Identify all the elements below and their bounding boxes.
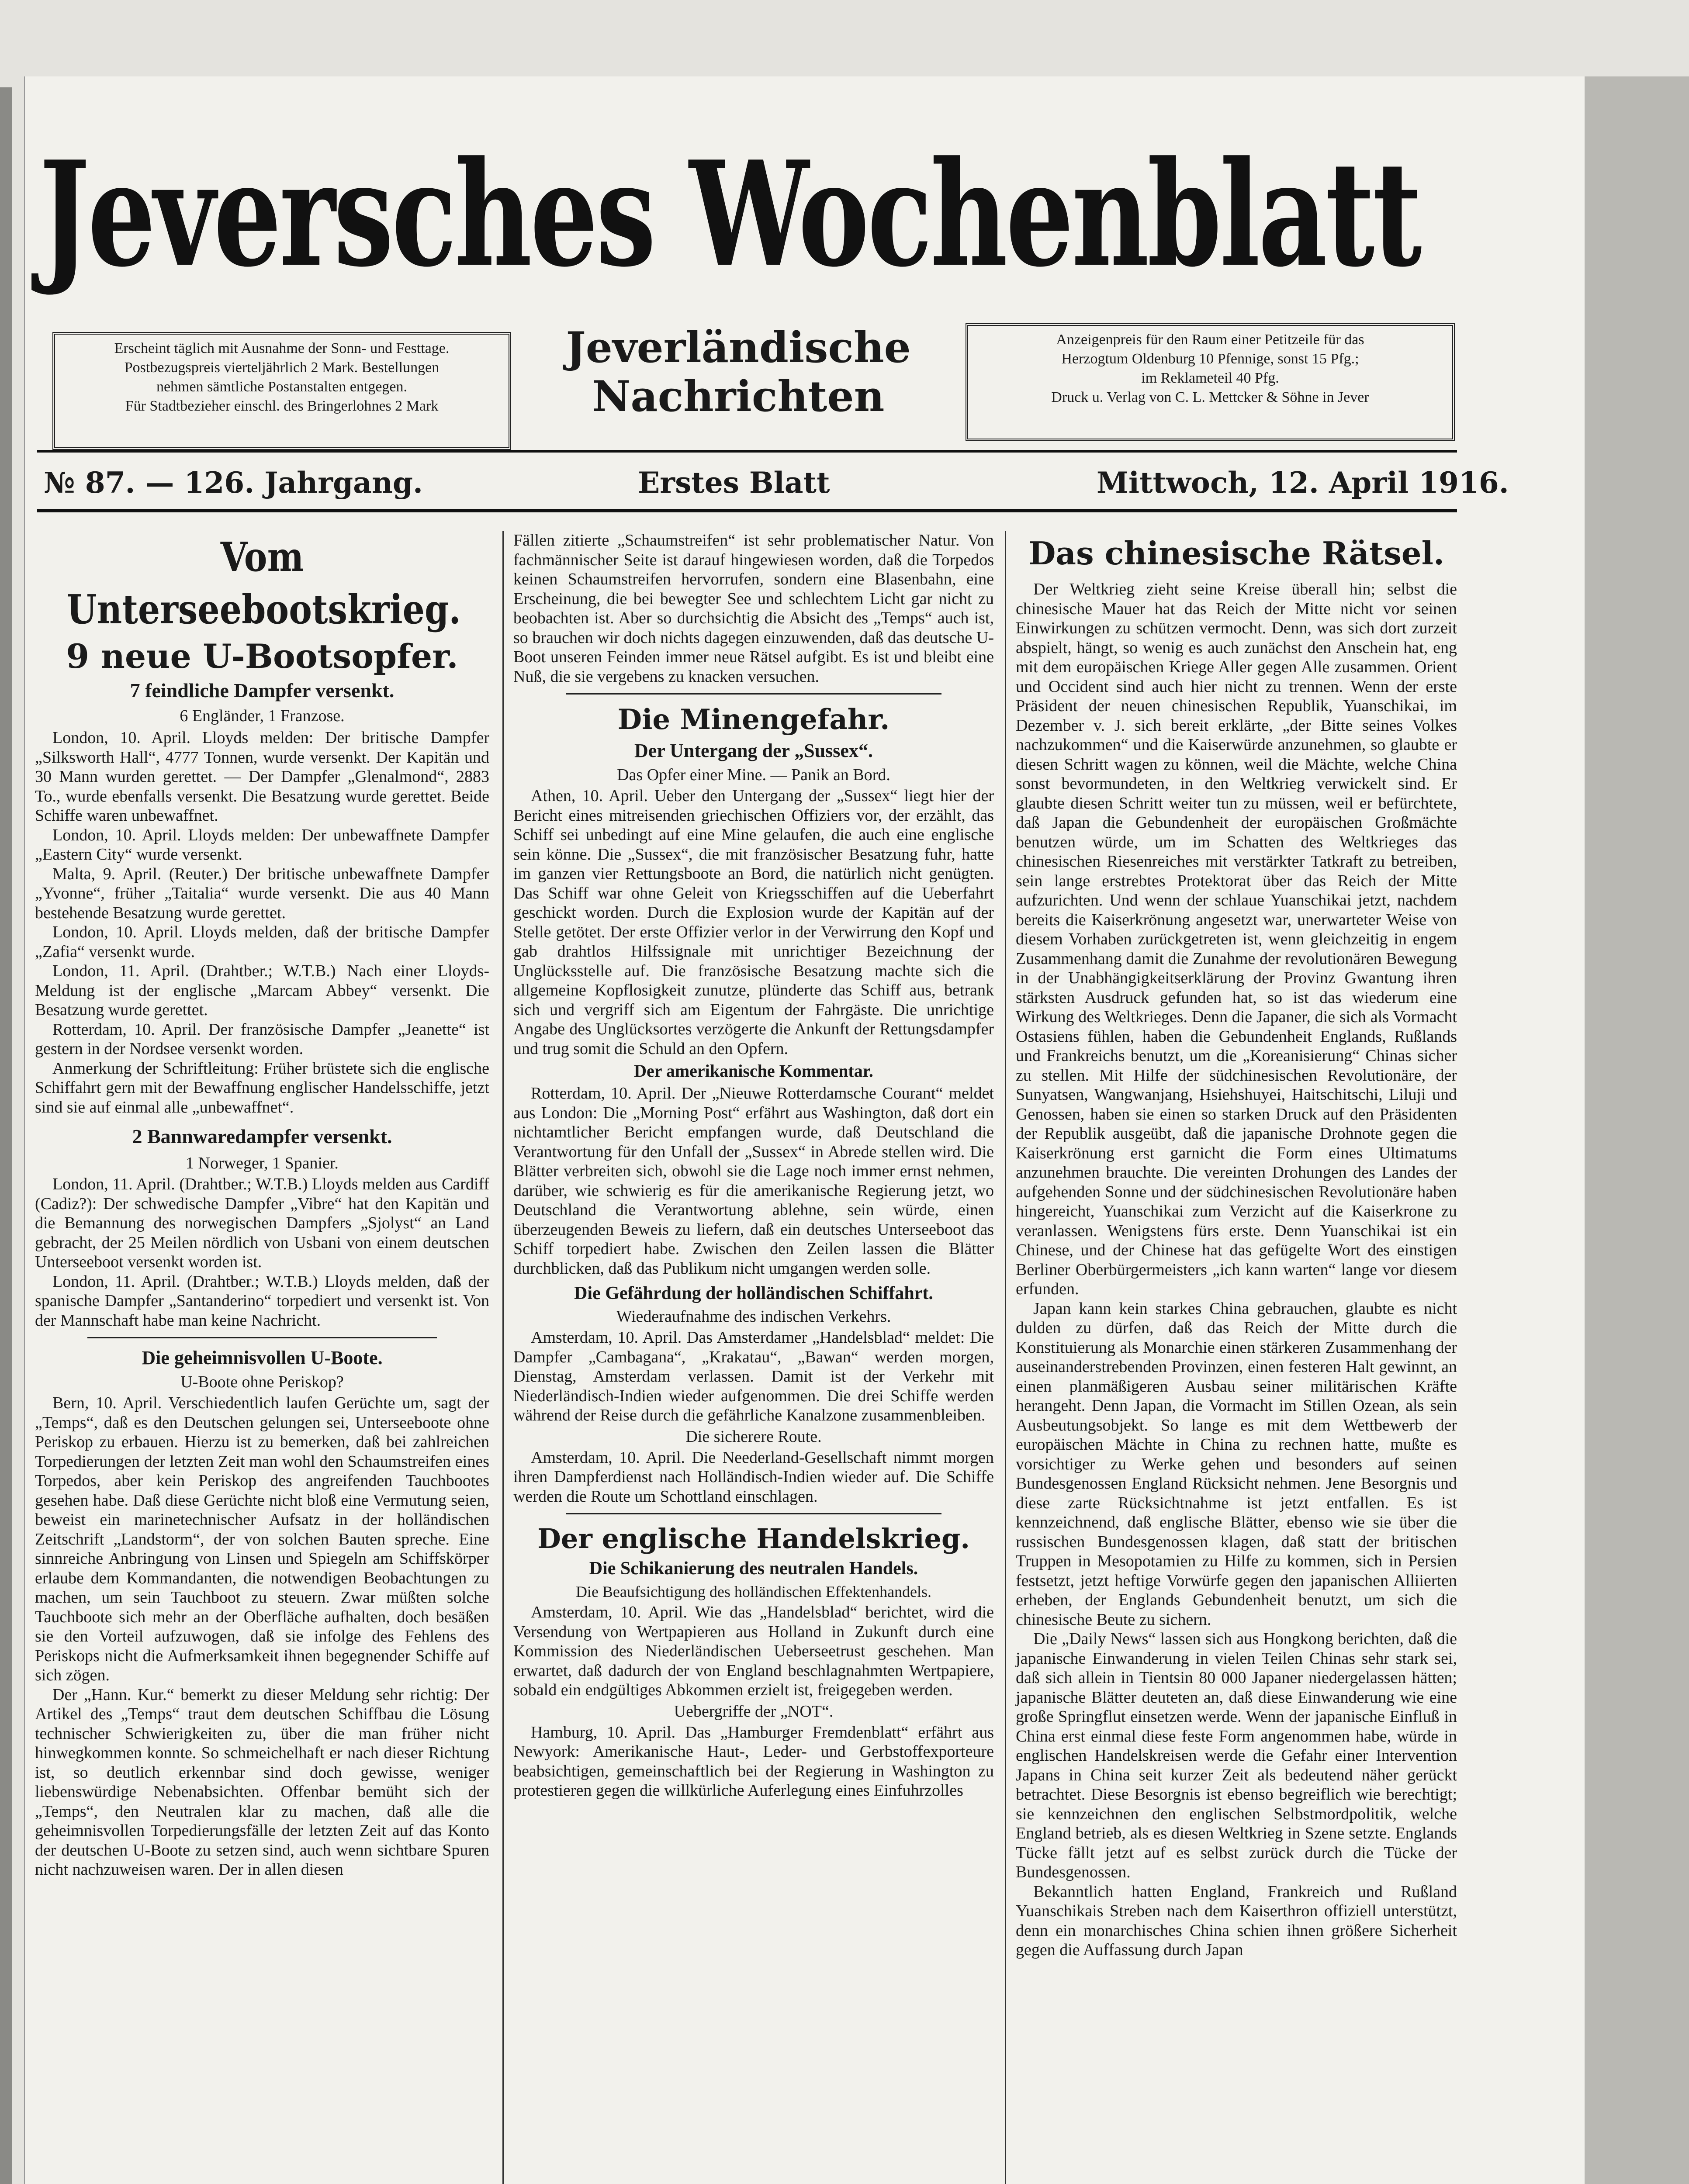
left-page-edge (0, 87, 12, 2184)
news-paragraph: London, 10. April. Lloyds melden: Der unbewaffnete Dampfer „Eastern City“ wurde versenkt. (35, 826, 489, 864)
column-divider (1005, 531, 1006, 2184)
head-mine-danger: Die Minengefahr. (617, 703, 890, 736)
news-paragraph: London, 10. April. Lloyds melden: Der britische Dampfer „Silksworth Hall“, 4777 Tonnen, wurde versenkt. Der Kapitän und 30 Mann wurden gerettet. — Der Dampfer „Glenalmond“, 2883 To., wurde ebenfalls versenkt. Die Besatzung wurde gerettet. Beide Schiffe waren unbewaffnet. (35, 729, 489, 825)
subscription-line: nehmen sämtliche Postanstalten entgegen. (156, 379, 408, 395)
headline-u-boat-war: Vom Unterseebootskrieg. (66, 533, 461, 633)
head-indian-traffic: Wiederaufnahme des indischen Verkehrs. (616, 1307, 891, 1326)
bottom-rule (37, 509, 1457, 512)
news-paragraph: Japan kann kein starkes China gebrauchen, glaubte es nicht dulden zu dürfen, daß das Reich der Mitte durch die Konstituierung als Monarchie einen stärkeren Zusammenhang der auseinanderstrebenden Provinzen, einen festeren Halt gewinnt, an einen planmäßigeren Ausbau seiner militärischen Kräfte herangeht. Denn Japan, die Vormacht im Stillen Ozean, als sein Ausbeutungsobjekt. So lange es mit dem Wettbewerb der europäischen Mächte in China zu rechnen hatte, mußte es vorsichtiger zu Werke gehen und besonders auf seinen Bundesgenossen England Rücksicht nehmen. Jene Besorgnis und diese zarte Rücksichtnahme ist jetzt entfallen. Es ist kennzeichnend, daß englische Blätter, ebenso wie sie über die russischen Bundesgenossen klagen, daß statt der britischen Truppen in Mesopotamien zu Hilfe zu kommen, sich in Persien festsetzt, jetzt heftige Vorwürfe gegen den japanischen Alliierten erheben, der Englands Gebundenheit benutzt, um sich die chinesische Beute zu sichern. (1016, 1299, 1457, 1629)
news-paragraph: London, 11. April. (Drahtber.; W.T.B.) Lloyds melden aus Cardiff (Cadiz?): Der schwedische Dampfer „Vibre“ hat den Kapitän und die Bemannung des norwegischen Dampfers „Sjolyst“ an Land gebracht, der 25 Meilen nördlich von Usbani von einem deutschen Unterseeboot versenkt worden ist. (35, 1175, 489, 1271)
head-trade-war: Der englische Handelskrieg. (537, 1523, 970, 1555)
column-2 (513, 531, 994, 1800)
sheet-label: Erstes Blatt (638, 466, 830, 500)
issue-date: Mittwoch, 12. April 1916. (1097, 466, 1509, 500)
subhead-u-boat-victims: 9 neue U-Bootsopfer. (66, 637, 458, 676)
subscription-line: Für Stadtbezieher einschl. des Bringerlohnes 2 Mark (125, 398, 439, 414)
head-mysterious-uboats: Die geheimnisvollen U-Boote. (142, 1347, 383, 1368)
news-paragraph: Amsterdam, 10. April. Wie das „Handelsblad“ berichtet, wird die Versendung von Wertpapieren aus Holland in Zukunft durch eine Kommission des Niederländischen Ueberseetrust geschehen. Man erwartet, daß dadurch der von England beschlagnahmten Wertpapiere, sobald ein endgültiges Abkommen erzielt ist, freigegeben werden. (513, 1603, 994, 1699)
subtitle-line-1: Jeverländische (566, 323, 911, 372)
section-divider (566, 693, 941, 695)
masthead-title: Jeversches Wochenblatt (39, 129, 1420, 299)
subscription-line: Erscheint täglich mit Ausnahme der Sonn- und Festtage. (114, 340, 450, 356)
column-divider (502, 531, 504, 2184)
news-paragraph: Amsterdam, 10. April. Die Neederland-Gesellschaft nimmt morgen ihren Dampferdienst nach Holländisch-Indien wieder auf. Die Schiffe werden die Route um Schottland einschlagen. (513, 1448, 994, 1506)
advertising-box (966, 323, 1455, 441)
section-divider (566, 1513, 941, 1514)
section-divider (87, 1337, 437, 1338)
head-american-comment: Der amerikanische Kommentar. (634, 1061, 873, 1081)
top-rule (37, 450, 1457, 453)
masthead-subtitle (542, 323, 935, 421)
news-paragraph: Rotterdam, 10. April. Der „Nieuwe Rotterdamsche Courant“ meldet aus London: Die „Morning Post“ erfährt aus Washington, daß dort ein nichtamtlicher Bericht empfangen wurde, daß Deutschland die Verantwortung für den Unfall der „Sussex“ in Abrede stellen wird. Die Blätter verbreiten sich, obwohl sie die Lage noch immer ernst nehmen, darüber, wie schwierig es für die amerikanische Regierung jetzt, wo Deutschland die Verantwortung ablehne, sein würde, einen überzeugenden Beweis zu liefern, daß ein deutsches Unterseeboot das Schiff torpediert habe. Zwischen den Zeilen lassen die Blätter durchblicken, daß das Publikum nicht umgangen werden solle. (513, 1084, 994, 1278)
news-paragraph: London, 11. April. (Drahtber.; W.T.B.) Nach einer Lloyds-Meldung ist der englische „Marcam Abbey“ versenkt. Die Besatzung wurde gerettet. (35, 962, 489, 1019)
head-sussex-sub: Das Opfer einer Mine. — Panik an Bord. (617, 766, 890, 784)
editor-note: Anmerkung der Schriftleitung: Früher brüstete sich die englische Schiffahrt gern mit der Bewaffnung englischer Handelsschiffe, jetzt sind sie auf einmal alle „unbewaffnet“. (35, 1059, 489, 1116)
issue-number: № 87. — 126. Jahrgang. (44, 466, 423, 500)
head-not-abuses: Uebergriffe der „NOT“. (674, 1702, 834, 1721)
right-page-edge (1582, 76, 1689, 2184)
head-contraband: 2 Bannwaredampfer versenkt. (132, 1125, 392, 1147)
subscription-box (52, 332, 511, 450)
deck-nationalities: 6 Engländer, 1 Franzose. (180, 707, 345, 725)
advertising-line: Herzogtum Oldenburg 10 Pfennige, sonst 15 Pfg.; (1061, 351, 1359, 367)
headline-chinese-riddle: Das chinesische Rätsel. (1028, 535, 1445, 572)
news-paragraph: Die „Daily News“ lassen sich aus Hongkong berichten, daß die japanische Einwanderung in vielen Teilen Chinas sehr stark sei, daß sich allein in Tientsin 80 000 Japaner niedergelassen hätten; japanische Blätter deuteten an, daß diese Einwanderung wie eine große Springflut einsetzen werde. Wenn der japanische Einfluß in China erst einmal diese feste Form angenommen habe, würde in englischen Handelskreisen werde die Gefahr einer Intervention Japans in China seit kurzer Zeit als bedeutend näher gerückt betrachtet. Diese Besorgnis ist ebenso begreiflich wie berechtigt; sie kennzeichnen den englischen Selbstmordpolitik, welche England betrieb, als es diesen Weltkrieg in Szene setzte. Englands Tücke fällt jetzt auf es selbst zurück durch die Tücke der Bundesgenossen. (1016, 1630, 1457, 1881)
advertising-line: Druck u. Verlag von C. L. Mettcker & Söhne in Jever (1051, 389, 1369, 405)
news-paragraph: Fällen zitierte „Schaumstreifen“ ist sehr problematischer Natur. Von fachmännischer Seite ist darauf hingewiesen worden, daß die Torpedos keinen Schaumstreifen hervorrufen, sondern eine Blasenbahn, eine Erscheinung, die bei bewegter See und schlechtem Licht gar nicht zu beobachten ist. Aber so durchsichtig die Absicht des „Temps“ auch ist, so brauchen wir doch nichts dagegen einzuwenden, daß das deutsche U-Boot unseren Feinden immer neue Rätsel aufgibt. Es ist und bleibt eine Nuß, die sie vergebens zu knacken versuchen. (513, 531, 994, 686)
head-periscope: U-Boote ohne Periskop? (180, 1373, 344, 1391)
news-paragraph: Der „Hann. Kur.“ bemerkt zu dieser Meldung sehr richtig: Der Artikel des „Temps“ traut dem deutschen Schiffbau die Lösung technischer Schwierigkeiten zu, über die man früher nicht hinwegkommen konnte. So schmeichelhaft er nach dieser Richtung ist, so deutlich erkennbar sind doch gewisse, weniger liebenswürdige Nebenabsichten. Offenbar bemüht sich der „Temps“, den Neutralen klar zu machen, daß alle die geheimnisvollen Torpedierungsfälle der letzten Zeit auf das Konto der deutschen U-Boote zu setzen sind, auch wenn sichtbare Spuren nicht nachzuweisen waren. Der in allen diesen (35, 1685, 489, 1879)
subscription-line: Postbezugspreis vierteljährlich 2 Mark. Bestellungen (124, 359, 440, 376)
news-paragraph: Bekanntlich hatten England, Frankreich und Rußland Yuanschikais Streben nach dem Kaiserthron offiziell unterstützt, denn ein monarchisches China schien ihnen größere Sicherheit gegen die Auffassung durch Japan (1016, 1882, 1457, 1959)
column-1 (35, 531, 489, 1880)
news-paragraph: London, 11. April. (Drahtber.; W.T.B.) Lloyds melden, daß der spanische Dampfer „Santanderino“ torpediert und versenkt ist. Von der Mannschaft habe man keine Nachricht. (35, 1272, 489, 1330)
news-paragraph: Der Weltkrieg zieht seine Kreise überall hin; selbst die chinesische Mauer hat das Reich der Mitte nicht vor seinen Einwirkungen zu schützen vermocht. Denn, was sich dort zurzeit abspielt, hängt, so wenig es auch zunächst den Anschein hat, eng mit dem europäischen Kriege Aller gegen Alle zusammen. Orient und Occident sind auch hier nicht zu trennen. Wenn der erste Präsident der neuen chinesischen Republik, Yuanschikai, im Dezember v. J. sich bereit erklärte, „der Bitte seines Volkes nachzukommen“ und die Kaiserwürde anzunehmen, so glaubte er diesen Schritt wagen zu können, weil die Mächte, welche China sonst bevormundeten, in den Weltkrieg verwickelt sind. Er glaubte diesen Schritt weiter tun zu müssen, weil er befürchtete, daß Japan die Gebundenheit der europäischen Großmächte benutzen würde, um im Schatten des Weltkrieges das chinesischen Riesenreiches mit verstärkter Tatkraft zu betreiben, sein lange erstrebtes Protektorat über das Reich der Mitte aufzurichten. Und wenn der schlaue Yuanschikai jetzt, nachdem bereits die Kaiserkrönung angesetzt war, unerwarteter Weise von diesem Vorhaben zurückgetreten ist, wenn gleichzeitig in engem Zusammenhang damit die Zunahme der revolutionären Bewegung in der Unabhängigkeitserklärung der Provinz Gwantung ihren stärksten Ausdruck gefunden hat, so ist das wiederum eine Wirkung des Weltkrieges. Denn die Japaner, die sich als Vormacht Ostasiens fühlen, haben die Gebundenheit Englands, Rußlands und Frankreichs benutzt, um die „Koreanisierung“ Chinas sicher zu stellen. Mit Hilfe der südchinesischen Revolutionäre, der Sunyatsen, Wangwanjang, Hsiehshuyei, Haitschitschi, Liluji und Genossen, haben sie einen so starken Druck auf den Präsidenten der Republik ausgeübt, daß die japanische Drohnote gegen die Kaiserkrönung erst garnicht die Form eines Ultimatums anzunehmen brauchte. Die vereinten Drohungen des Landes der aufgehenden Sonne und der südchinesischen Revolutionäre haben hingereicht, Yuanschikai zum Verzicht auf die Kaiserkrone zu veranlassen. Wenigstens fürs erste. Denn Yuanschikai ist ein Chinese, und der Chinese hat das gefügelte Wort des einstigen Berliner Oberbürgermeisters „ich kann warten“ lange vor diesem erfunden. (1016, 580, 1457, 1298)
news-paragraph: Bern, 10. April. Verschiedentlich laufen Gerüchte um, sagt der „Temps“, daß es den Deutschen gelungen sei, Unterseeboote ohne Periskop zu erbauen. Hierzu ist zu bemerken, daß bei zahlreichen Torpedierungen der letzten Zeit man wohl den Schaumstreifen eines Torpedos, aber kein Periskop des angreifenden Tauchbootes gesehen habe. Daß diese Gerüchte nicht bloß eine Vermutung seien, beweist ein marinetechnischer Aufsatz in der holländischen Zeitschrift „Landstorm“, der von solchen Bauten spreche. Eine sinnreiche Anbringung von Linsen und Spiegeln am Schiffskörper erlaube dem Kommandanten, die notwendigen Beobachtungen zu machen, um sein Tauchboot zu steuern. Zwar müßten solche Tauchboote sich mehr an der Oberfläche aufhalten, doch besäßen sie den Vorteil aufzuwogen, daß sie infolge des Fehlens des Periskops nicht die Aufmerksamkeit ihnen begegnender Schiffe auf sich zögen. (35, 1394, 489, 1684)
head-sussex: Der Untergang der „Sussex“. (634, 740, 873, 761)
head-safer-route: Die sicherere Route. (685, 1427, 822, 1446)
deck-steamers-sunk: 7 feindliche Dampfer versenkt. (130, 679, 395, 702)
news-paragraph: Amsterdam, 10. April. Das Amsterdamer „Handelsblad“ meldet: Die Dampfer „Cambagana“, „Krakatau“, „Bawan“ werden morgen, Dienstag, Amsterdam verlassen. Damit ist der Verkehr mit Niederländisch-Indien wieder aufgenommen. Die drei Schiffe werden während der Reise durch die gefährliche Kanalzone zusammenbleiben. (513, 1328, 994, 1424)
head-contraband-sub: 1 Norweger, 1 Spanier. (186, 1154, 339, 1172)
advertising-line: Anzeigenpreis für den Raum einer Petitzeile für das (1056, 332, 1364, 348)
subtitle-line-2: Nachrichten (592, 372, 885, 421)
news-paragraph: Athen, 10. April. Ueber den Untergang der „Sussex“ liegt hier der Bericht eines mitreisenden griechischen Offiziers vor, der erzählt, das Schiff sei unbedingt auf eine Mine gelaufen, die auch eine englische sein könne. Die „Sussex“, die mit französischer Besatzung fuhr, hatte im ganzen vier Rettungsboote an Bord, die natürlich nicht genügten. Das Schiff war ohne Geleit von Kriegsschiffen auf die Ueberfahrt geschickt worden. Durch die Explosion wurde der Kapitän auf der Stelle getötet. Der erste Offizier verlor in der Verwirrung den Kopf und gab drahtlos Hilfssignale mit unrichtiger Bezeichnung der Unglücksstelle auf. Die französische Besatzung machte sich die allgemeine Kopflosigkeit zunutze, plünderte das Schiff aus, betrank sich und vergriff sich am Eigentum der Fahrgäste. Die unrichtige Angabe des Unglücksortes verzögerte die Ankunft der Rettungsdampfer und trug somit die Schuld an den Opfern. (513, 787, 994, 1058)
advertising-line: im Reklameteil 40 Pfg. (1141, 370, 1279, 386)
news-paragraph: London, 10. April. Lloyds melden, daß der britische Dampfer „Zafia“ versenkt wurde. (35, 923, 489, 961)
news-paragraph: Hamburg, 10. April. Das „Hamburger Fremdenblatt“ erfährt aus Newyork: Amerikanische Haut-, Leder- und Gerbstoffexporteure beabsichtigen, gemeinschaftlich bei der Regierung in Washington zu protestieren gegen die willkürliche Auferlegung eines Einfuhrzolles (513, 1723, 994, 1800)
news-paragraph: Rotterdam, 10. April. Der französische Dampfer „Jeanette“ ist gestern in der Nordsee versenkt worden. (35, 1020, 489, 1058)
column-3 (1016, 531, 1457, 1960)
head-neutral-trade: Die Schikanierung des neutralen Handels. (589, 1559, 918, 1579)
news-paragraph: Malta, 9. April. (Reuter.) Der britische unbewaffnete Dampfer „Yvonne“, früher „Taitalia“ wurde versenkt. Die aus 40 Mann bestehende Besatzung wurde gerettet. (35, 864, 489, 922)
head-securities: Die Beaufsichtigung des holländischen Effektenhandels. (575, 1583, 932, 1600)
head-dutch-shipping: Die Gefährdung der holländischen Schiffahrt. (574, 1283, 933, 1303)
